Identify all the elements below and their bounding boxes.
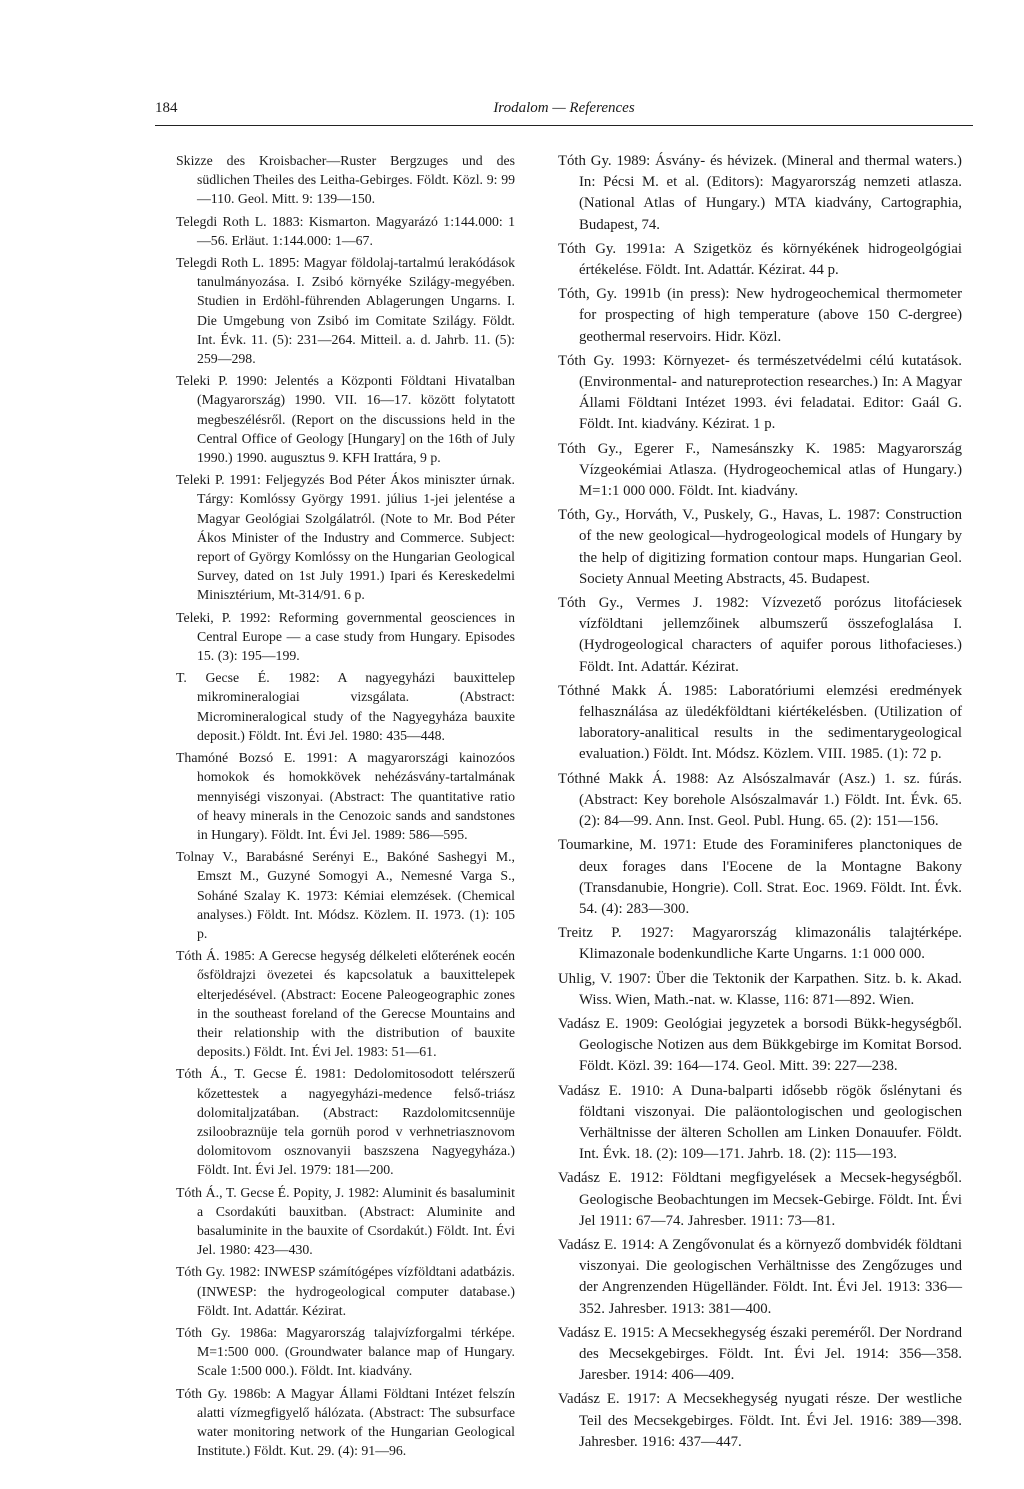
reference-entry: Tóth, Gy. 1991b (in press): New hydrogeochemical thermometer for prospecting of high temperature (above 150 C-dergree) geothermal reservoirs. Hidr. Közl. — [558, 286, 962, 345]
reference-entry: Tóth Á., T. Gecse É. 1981: Dedolomitosodott telérszerű kőzettestek a nagyegyházi-medence felső-triász dolomitaljzatában. (Abstract: Razdolomitcsennüje zsiloobraznüje tela gornüh porod v verhnetriasznovom dolomitovom osznovanyii baszszena Nagyegyháza.) Földt. Int. Évi Jel. 1979: 181—200. — [176, 1066, 515, 1178]
running-title: Irodalom — References — [493, 100, 635, 116]
reference-entry: Toumarkine, M. 1971: Etude des Foraminiferes planctoniques de deux forages dans l'Eocene de la Montagne Bakony (Transdanubie, Hongrie). Coll. Strat. Eoc. 1969. Földt. Int. Évk. 54. (4): 283—300. — [558, 837, 962, 917]
reference-entry: Treitz P. 1927: Magyarország klimazonális talajtérképe. Klimazonale bodenkundliche Karte Ungarns. 1:1 000 000. — [558, 925, 962, 963]
reference-entry: Vadász E. 1915: A Mecsekhegység északi pereméről. Der Nordrand des Mecsekgebirges. Földt. Int. Évi Jel. 1914: 356—358. Jaresber. 1914: 406—409. — [558, 1324, 962, 1384]
reference-entry: Tóth Gy. 1991a: A Szigetköz és környékének hidrogeolgógiai értékelése. Földt. Int. Adattár. Kézirat. 44 p. — [558, 240, 962, 279]
reference-entry: Vadász E. 1917: A Mecsekhegység nyugati része. Der westliche Teil des Mecsekgebirges. Földt. Int. Évi Jel. 1916: 389—398. Jahresber. 1916: 437—447. — [558, 1391, 962, 1450]
reference-entry: Teleki, P. 1992: Reforming governmental geosciences in Central Europe — a case study from Hungary. Episodes 15. (3): 195—199. — [176, 609, 515, 664]
reference-entry: Tóth Á., T. Gecse É. Popity, J. 1982: Aluminit és basaluminit a Csordakúti bauxitban. (Abstract: Aluminite and basaluminite in the bauxite of Csordakút.) Földt. Int. Évi Jel. 1980: 423—430. — [176, 1184, 515, 1258]
reference-entry: Tóth, Gy., Horváth, V., Puskely, G., Havas, L. 1987: Construction of the new geological—hydrogeological models of Hungary by the help of digitizing formation contour maps. Hungarian Geol. Society Annual Meeting Abstracts, 45. Budapest. — [558, 507, 962, 587]
reference-entry: Thamóné Bozsó E. 1991: A magyarországi kainozóos homokok és homokkövek nehézásvány-tartalmának mennyiségi viszonyai. (Abstract: The quantitative ratio of heavy minerals in the Cenozoic sands and sandstones in Hungary). Földt. Int. Évi Jel. 1989: 586—595. — [176, 750, 515, 842]
reference-column-right — [558, 151, 962, 1456]
reference-entry: Tóth Gy., Egerer F., Namesánszky K. 1985: Magyarország Vízgeokémiai Atlasza. (Hydrogeochemical atlas of Hungary.) M=1:1 000 000. Földt. Int. kiadvány. — [558, 440, 962, 500]
reference-entry: Vadász E. 1912: Földtani megfigyelések a Mecsek-hegységből. Geologische Beobachtungen im Mecsek-Gebirge. Földt. Int. Évi Jel 1911: 67—74. Jahresber. 1911: 73—81. — [558, 1170, 962, 1229]
reference-entry: Skizze des Kroisbacher—Ruster Bergzuges und des südlichen Theiles des Leitha-Gebirges. Földt. Közl. 9: 99—110. Geol. Mitt. 9: 139—150. — [176, 153, 515, 207]
header-rule — [155, 125, 973, 126]
reference-entry: Vadász E. 1910: A Duna-balparti idősebb rögök őslénytani és földtani viszonyai. Die paläontologischen und geologischen Verhältnisse der älteren Schollen am Linken Donauufer. Földt. Int. Évk. 18. (2): 109—171. Jahrb. 18. (2): 115—193. — [558, 1082, 962, 1163]
reference-column-left — [176, 151, 515, 1463]
reference-entry: Tóthné Makk Á. 1985: Laboratóriumi elemzési eredmények felhasználása az üledékföldtani kiértékelésben. (Utilization of laboratory-analitical results in the sedimentarygeological evaluation.) Földt. Int. Módsz. Közlem. VIII. 1985. (1): 72 p. — [558, 682, 962, 763]
reference-entry: T. Gecse É. 1982: A nagyegyházi bauxittelep mikromineralogiai vizsgálata. (Abstract: Micromineralogical study of the Nagyegyháza bauxite deposit.) Földt. Int. Évi Jel. 1980: 435—448. — [176, 670, 515, 743]
reference-entry: Tóth Gy., Vermes J. 1982: Vízvezető porózus litofáciesek vízföldtani jellemzőinek albumszerű összefoglalása I. (Hydrogeological characters of aquifer porous lithofacieses.) Földt. Int. Adattár. Kézirat. — [558, 595, 962, 675]
reference-entry: Vadász E. 1914: A Zengővonulat és a környező dombvidék földtani viszonyai. Die geologischen Verhältnisse des Zengőzuges und der Angrenzenden Hügelländer. Földt. Int. Évi Jel. 1913: 336—352. Jahresber. 1913: 381—400. — [558, 1236, 962, 1317]
reference-entry: Teleki P. 1991: Feljegyzés Bod Péter Ákos miniszter úrnak. Tárgy: Komlóssy György 1991. július 1-jei jelentése a Magyar Geológiai Szolgálatról. (Note to Mr. Bod Péter Ákos Minister of the Industry and Commerce. Subject: report of György Komlóssy on the Hungarian Geological Survey, dated on 1st July 1991.) Ipari és Kereskedelmi Minisztérium, Mt-314/91. 6 p. — [176, 472, 515, 603]
reference-entry: Tóth Gy. 1986a: Magyarország talajvízforgalmi térképe. M=1:500 000. (Groundwater balance map of Hungary. Scale 1:500 000.). Földt. Int. kiadvány. — [176, 1324, 515, 1379]
reference-entry: Tóth Gy. 1986b: A Magyar Állami Földtani Intézet felszín alatti vízmegfigyelő hálózata. (Abstract: The subsurface water monitoring network of the Hungarian Geological Institute.) Földt. Kut. 29. (4): 91—96. — [176, 1385, 515, 1459]
reference-entry: Vadász E. 1909: Geológiai jegyzetek a borsodi Bükk-hegységből. Geologische Notizen aus dem Bükkgebirge im Komitat Borsod. Földt. Közl. 39: 164—174. Geol. Mitt. 39: 227—238. — [558, 1015, 962, 1075]
reference-entry: Tóthné Makk Á. 1988: Az Alsószalmavár (Asz.) 1. sz. fúrás. (Abstract: Key borehole Alsószalmavár 1.) Földt. Int. Évk. 65. (2): 84—99. Ann. Inst. Geol. Publ. Hung. 65. (2): 151—156. — [558, 770, 962, 830]
reference-entry: Tóth Á. 1985: A Gerecse hegység délkeleti előterének eocén ősföldrajzi övezetei és kapcsolatuk a bauxittelepek elterjedésével. (Abstract: Eocene Paleogeographic zones in the southeast foreland of the Gerecse Mountains and their relationship with the distribution of bauxite deposits.) Földt. Int. Évi Jel. 1983: 51—61. — [176, 948, 515, 1060]
reference-entry: Uhlig, V. 1907: Über die Tektonik der Karpathen. Sitz. b. k. Akad. Wiss. Wien, Math.-nat. w. Klasse, 116: 871—892. Wien. — [558, 970, 962, 1008]
reference-entry: Tóth Gy. 1989: Ásvány- és hévizek. (Mineral and thermal waters.) In: Pécsi M. et al. (Editors): Magyarország nemzeti atlasza. (National Atlas of Hungary.) MTA kiadvány, Cartographia, Budapest, 74. — [558, 153, 962, 233]
reference-entry: Tóth Gy. 1993: Környezet- és természetvédelmi célú kutatások. (Environmental- and natureprotection researches.) In: A Magyar Állami Földtani Intézet 1993. évi feladatai. Editor: Gaál G. Földt. Int. kiadvány. Kézirat. 1 p. — [558, 352, 962, 433]
reference-entry: Telegdi Roth L. 1895: Magyar földolaj-tartalmú lerakódások tanulmányozása. I. Zsibó környéke Szilágy-megyében. Studien in Erdöhl-führenden Ablagerungen Ungarns. I. Die Umgebung von Zsibó im Comitate Szilágy. Földt. Int. Évk. 11. (5): 231—264. Mitteil. a. d. Jahrb. 11. (5): 259—298. — [176, 255, 515, 367]
running-head — [155, 100, 973, 122]
reference-entry: Teleki P. 1990: Jelentés a Központi Földtani Hivatalban (Magyarország) 1990. VII. 16—17. között folytatott megbeszélésről. (Report on the discussions held in the Central Office of Geology [Hungary] on the 16th of July 1990.) 1990. augusztus 9. KFH Irattára, 9 p. — [176, 373, 515, 466]
reference-entry: Tóth Gy. 1982: INWESP számítógépes vízföldtani adatbázis. (INWESP: the hydrogeological computer database.) Földt. Int. Adattár. Kézirat. — [176, 1264, 515, 1318]
reference-entry: Tolnay V., Barabásné Serényi E., Bakóné Sashegyi M., Emszt M., Guzyné Somogyi A., Nemesné Varga S., Soháné Szalay K. 1973: Kémiai elemzések. (Chemical analyses.) Földt. Int. Módsz. Közlem. II. 1973. (1): 105 p. — [176, 849, 515, 941]
reference-entry: Telegdi Roth L. 1883: Kismarton. Magyarázó 1:144.000: 1—56. Erläut. 1:144.000: 1—67. — [176, 213, 515, 248]
page-number: 184 — [155, 100, 178, 116]
